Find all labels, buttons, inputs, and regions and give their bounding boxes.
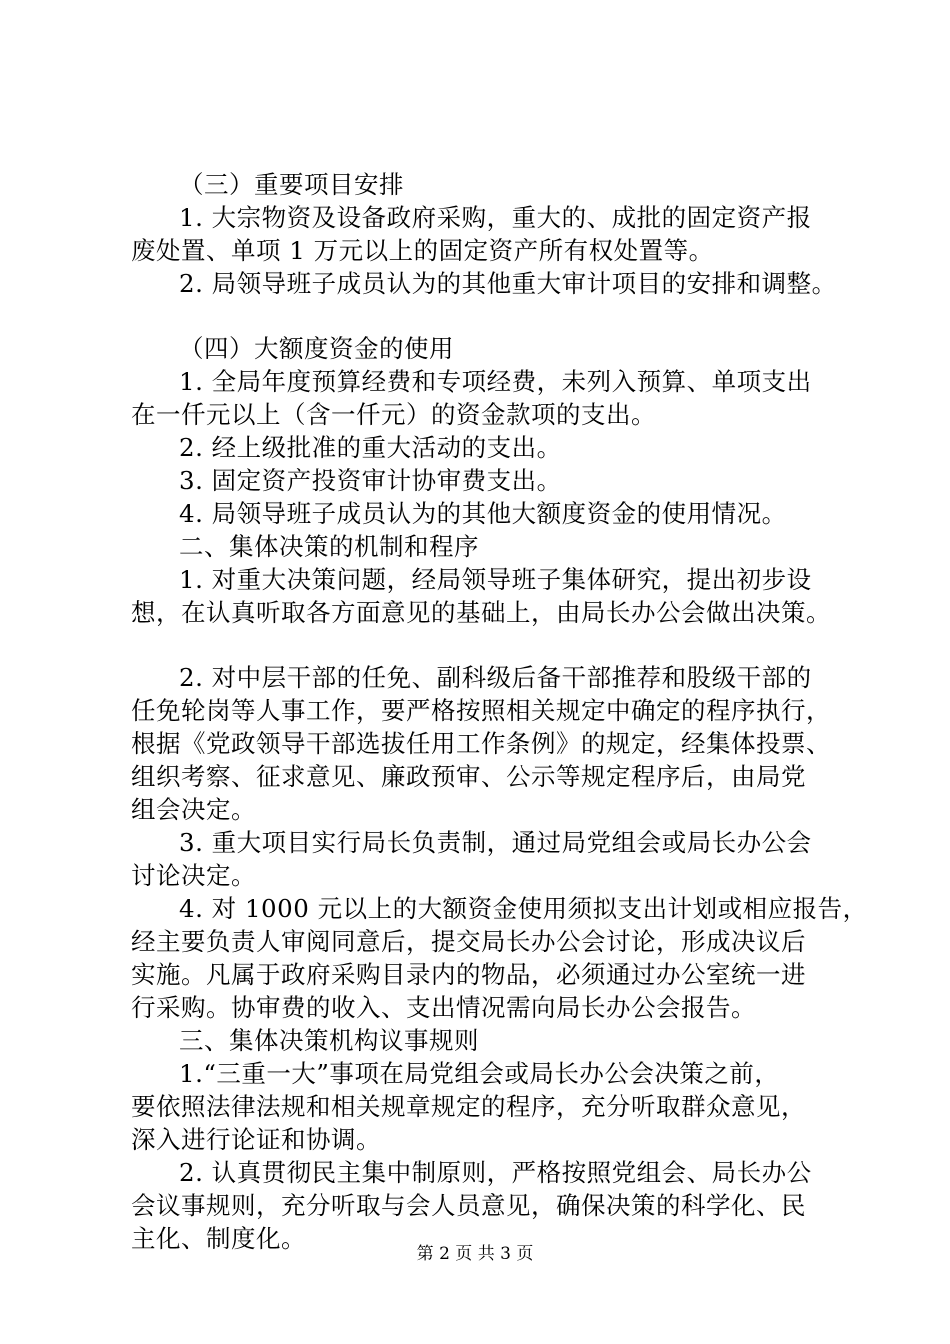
paragraph-part3-1 xyxy=(131,1057,851,1156)
text-line: 2. 认真贯彻民主集中制原则，严格按照党组会、局长办公 xyxy=(179,1158,812,1187)
text-line: 废处置、单项 1 万元以上的固定资产所有权处置等。 xyxy=(131,236,714,265)
paragraph-3-2 xyxy=(131,267,851,300)
text-line: 组会决定。 xyxy=(131,795,256,824)
paragraph-4-4 xyxy=(131,497,851,530)
text-line: （三）重要项目安排 xyxy=(179,170,404,199)
text-line: 4. 局领导班子成员认为的其他大额度资金的使用情况。 xyxy=(179,499,787,528)
heading-part-2 xyxy=(131,530,851,563)
text-line: 实施。凡属于政府采购目录内的物品，必须通过办公室统一进 xyxy=(131,960,806,989)
paragraph-3-1 xyxy=(131,201,851,267)
paragraph-part2-1 xyxy=(131,563,851,629)
text-line: 经主要负责人审阅同意后，提交局长办公会讨论，形成决议后 xyxy=(131,927,806,956)
text-line: 行采购。协审费的收入、支出情况需向局长办公会报告。 xyxy=(131,993,756,1022)
paragraph-part2-3 xyxy=(131,826,851,892)
text-line: 二、集体决策的机制和程序 xyxy=(179,532,479,561)
text-line: 组织考察、征求意见、廉政预审、公示等规定程序后，由局党 xyxy=(131,762,806,791)
paragraph-spacer xyxy=(131,300,851,332)
text-line: 在一仟元以上（含一仟元）的资金款项的支出。 xyxy=(131,400,656,429)
text-line: 会议事规则，充分听取与会人员意见，确保决策的科学化、民 xyxy=(131,1191,806,1220)
paragraph-4-3 xyxy=(131,464,851,497)
page-number: 第 2 页 共 3 页 xyxy=(416,1244,534,1264)
text-line: 任免轮岗等人事工作，要严格按照相关规定中确定的程序执行， xyxy=(131,696,831,725)
text-line: 4. 对 1000 元以上的大额资金使用须拟支出计划或相应报告， xyxy=(179,894,868,923)
text-line: 1.“三重一大”事项在局党组会或局长办公会决策之前， xyxy=(179,1059,780,1088)
text-line: 主化、制度化。 xyxy=(131,1224,306,1253)
paragraph-part3-2 xyxy=(131,1156,851,1255)
text-line: 2. 局领导班子成员认为的其他重大审计项目的安排和调整。 xyxy=(179,269,837,298)
text-line: 3. 固定资产投资审计协审费支出。 xyxy=(179,466,562,495)
text-line: （四）大额度资金的使用 xyxy=(179,334,454,363)
paragraph-4-1 xyxy=(131,365,851,431)
text-line: 讨论决定。 xyxy=(131,861,256,890)
text-line: 想，在认真听取各方面意见的基础上，由局长办公会做出决策。 xyxy=(131,598,831,627)
text-line: 1. 对重大决策问题，经局领导班子集体研究，提出初步设 xyxy=(179,565,812,594)
text-line: 深入进行论证和协调。 xyxy=(131,1125,381,1154)
page-footer xyxy=(0,1243,950,1265)
heading-part-3 xyxy=(131,1024,851,1057)
document-body xyxy=(131,168,868,1255)
paragraph-section-3-title xyxy=(131,168,851,201)
text-line: 三、集体决策机构议事规则 xyxy=(179,1026,479,1055)
text-line: 根据《党政领导干部选拔任用工作条例》的规定，经集体投票、 xyxy=(131,729,831,758)
paragraph-section-4-title xyxy=(131,332,851,365)
paragraph-4-2 xyxy=(131,431,851,464)
paragraph-part2-4 xyxy=(131,892,868,1024)
text-line: 要依照法律法规和相关规章规定的程序，充分听取群众意见， xyxy=(131,1092,806,1121)
text-line: 3. 重大项目实行局长负责制，通过局党组会或局长办公会 xyxy=(179,828,812,857)
text-line: 2. 经上级批准的重大活动的支出。 xyxy=(179,433,562,462)
text-line: 1. 大宗物资及设备政府采购，重大的、成批的固定资产报 xyxy=(179,203,812,232)
text-line: 1. 全局年度预算经费和专项经费，未列入预算、单项支出 xyxy=(179,367,812,396)
paragraph-spacer xyxy=(131,629,851,661)
text-line: 2. 对中层干部的任免、副科级后备干部推荐和股级干部的 xyxy=(179,663,812,692)
paragraph-part2-2 xyxy=(131,661,851,826)
